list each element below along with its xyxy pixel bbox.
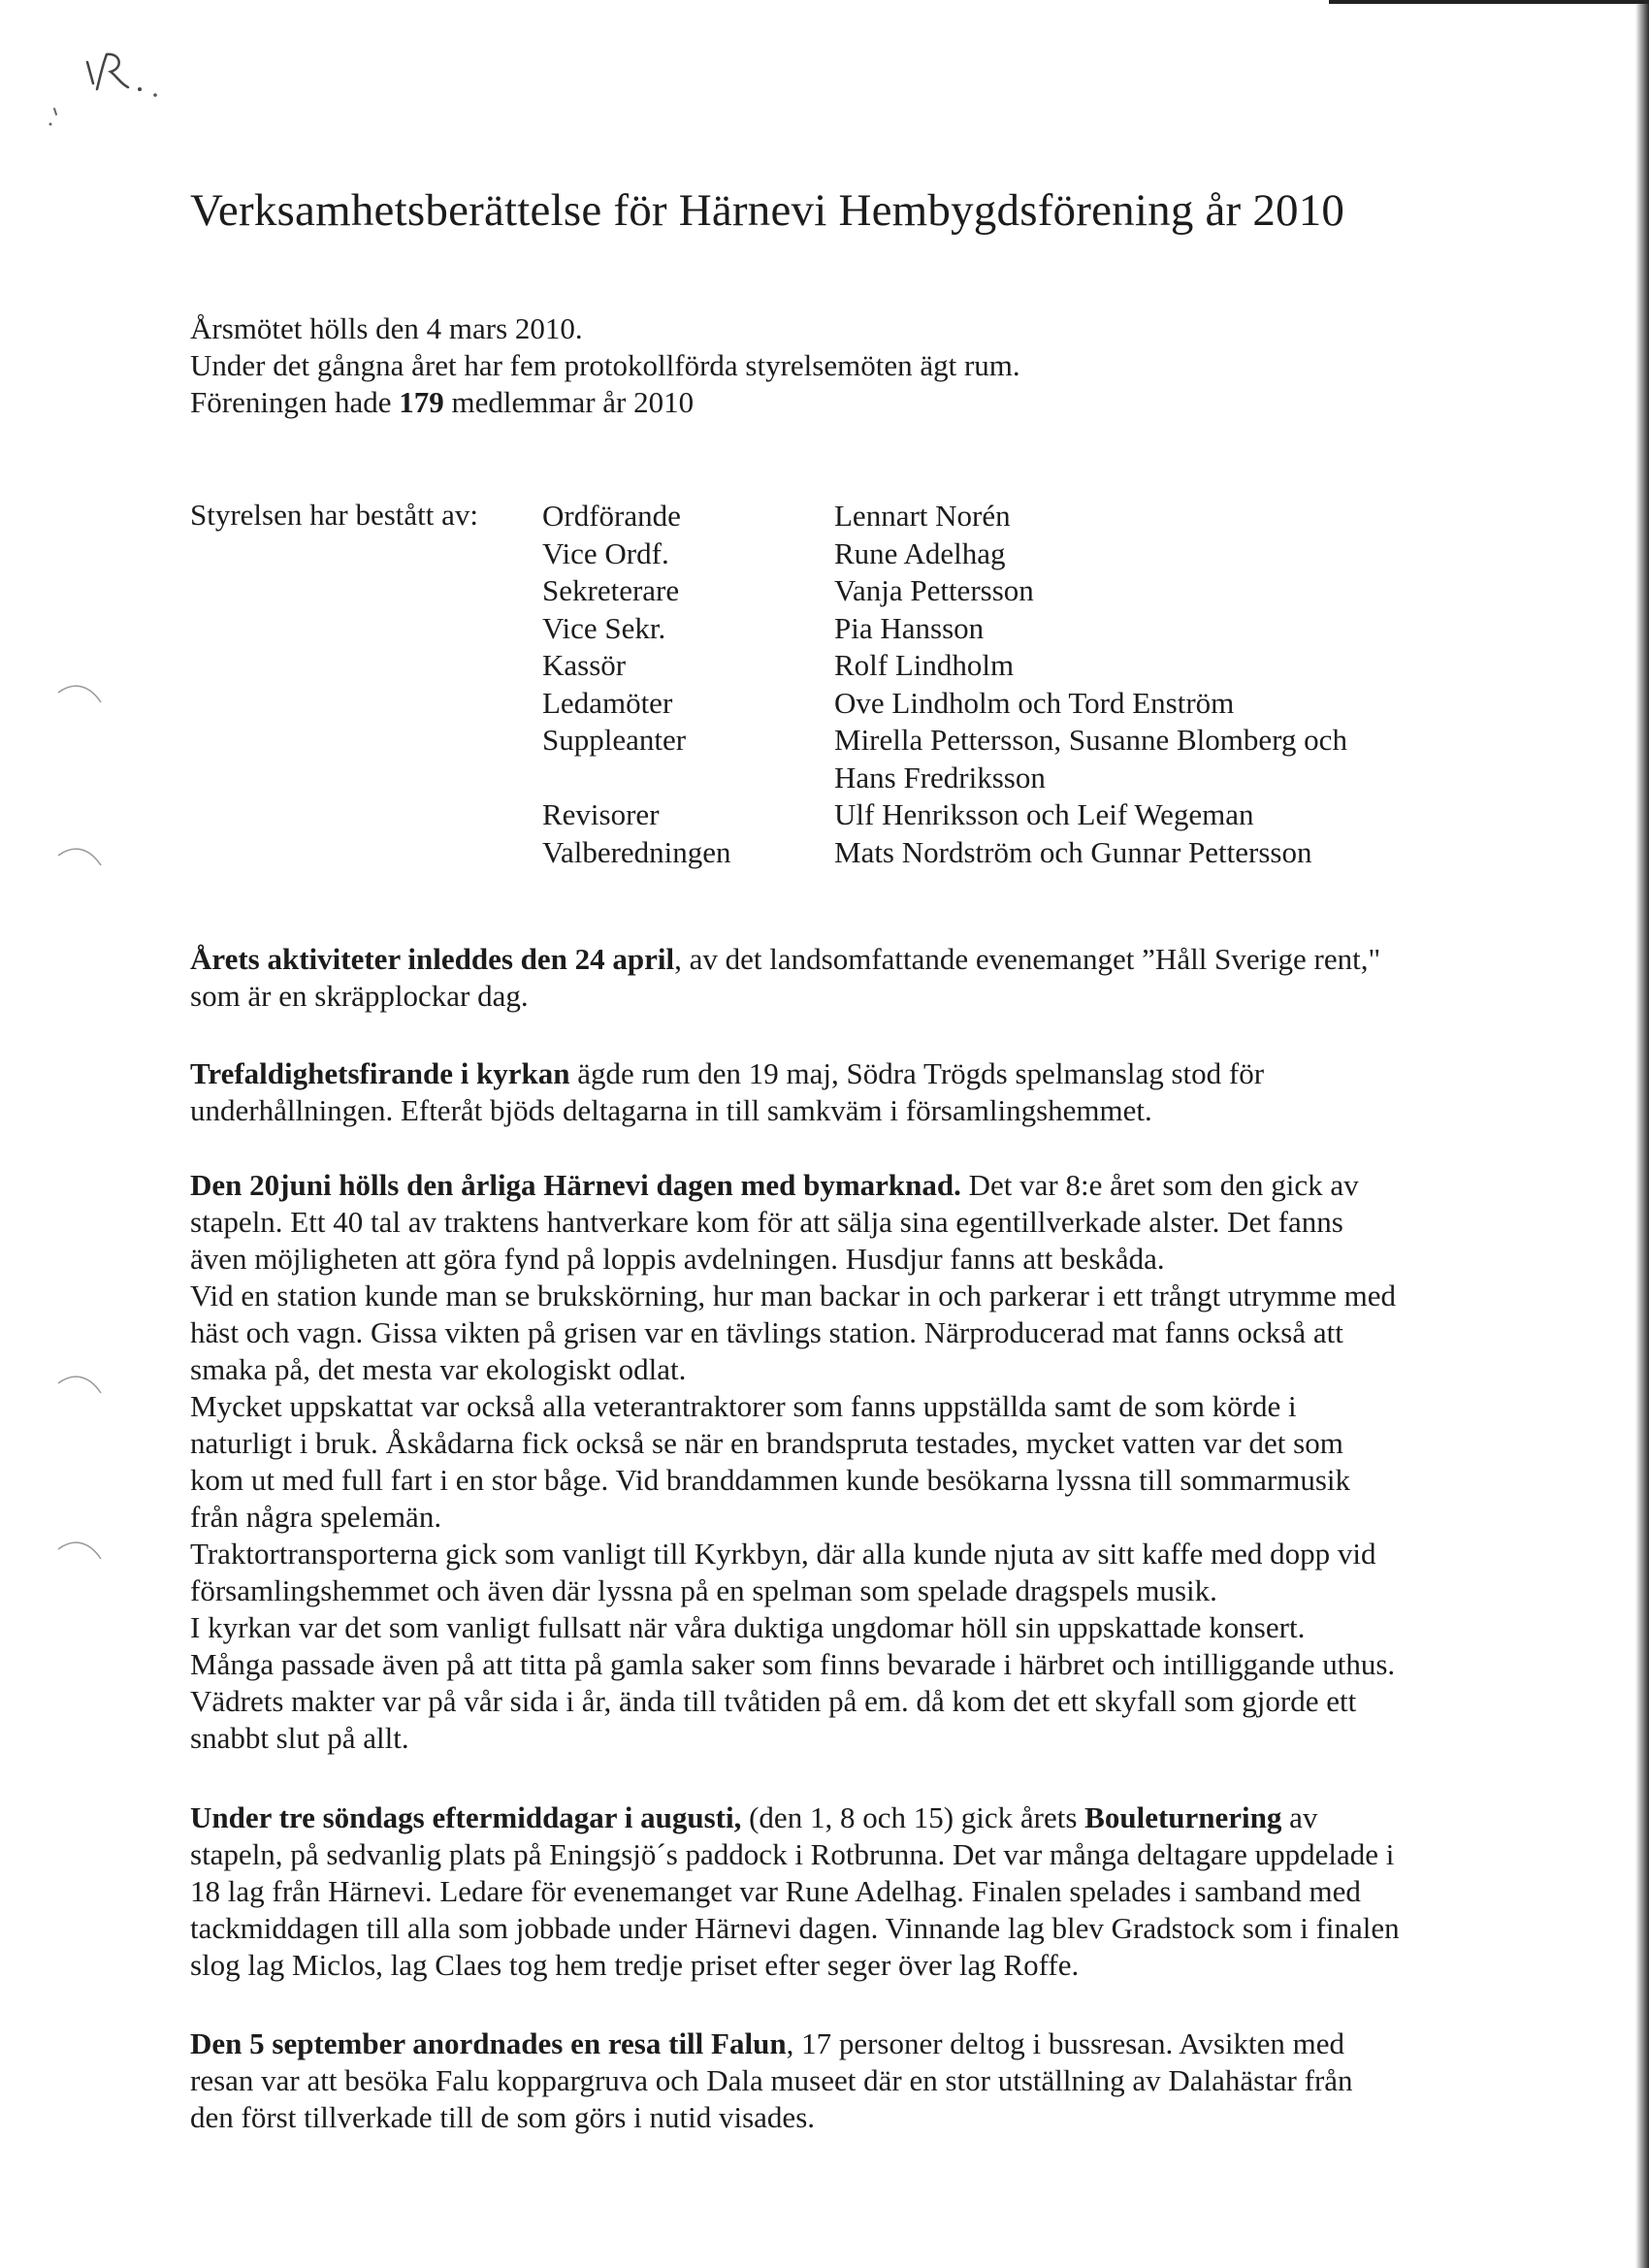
scan-edge-shadow bbox=[1635, 0, 1649, 2268]
margin-punch-mark bbox=[56, 1370, 105, 1399]
paragraph-line: tackmiddagen till alla som jobbade under Härnevi dagen. Vinnande lag blev Gradstock som i finalen bbox=[190, 1911, 1400, 1945]
paragraph-line: Vid en station kunde man se brukskörning, hur man backar in och parkerar i ett trångt utrymme med bbox=[190, 1279, 1396, 1312]
paragraph-line: naturligt i bruk. Åskådarna fick också se när en brandspruta testades, mycket vatten var det som bbox=[190, 1426, 1343, 1460]
paragraph-line: I kyrkan var det som vanligt fullsatt när våra duktiga ungdomar höll sin uppskattade konsert. bbox=[190, 1610, 1306, 1644]
board-role: Vice Ordf. bbox=[542, 535, 669, 570]
board-role: Ordförande bbox=[542, 499, 681, 533]
paragraph-line: resan var att besöka Falu koppargruva och Dala museet där en stor utställning av Dalahästar från bbox=[190, 2063, 1353, 2097]
board-names: Ulf Henriksson och Leif Wegeman bbox=[834, 797, 1254, 831]
paragraph-line: 18 lag från Härnevi. Ledare för evenemanget var Rune Adelhag. Finalen spelades i samband med bbox=[190, 1874, 1361, 1908]
scan-top-line bbox=[1329, 0, 1649, 4]
margin-punch-mark bbox=[56, 679, 105, 708]
paragraph-line: smaka på, det mesta var ekologiskt odlat. bbox=[190, 1352, 687, 1386]
paragraph-harnevi-day bbox=[190, 1167, 1396, 1757]
board-names: Vanja Pettersson bbox=[834, 573, 1034, 607]
handwritten-page-mark bbox=[47, 35, 173, 127]
intro-line-meeting: Årsmötet hölls den 4 mars 2010. bbox=[190, 311, 583, 345]
board-names: Rolf Lindholm bbox=[834, 648, 1015, 682]
paragraph-trinity bbox=[190, 1055, 1264, 1129]
paragraph-line: Under tre söndags eftermiddagar i augusti, (den 1, 8 och 15) gick årets Bouleturnering av bbox=[190, 1800, 1318, 1834]
member-count: 179 bbox=[399, 385, 444, 419]
document-title: Verksamhetsberättelse för Härnevi Hembygdsförening år 2010 bbox=[190, 185, 1345, 236]
intro-line-board-meetings: Under det gångna året har fem protokollförda styrelsemöten ägt rum. bbox=[190, 348, 1020, 382]
board-names: Mats Nordström och Gunnar Pettersson bbox=[834, 834, 1312, 869]
board-row bbox=[542, 647, 1347, 685]
intro-line-members: Föreningen hade 179 medlemmar år 2010 bbox=[190, 385, 695, 419]
board-role: Suppleanter bbox=[542, 723, 687, 757]
paragraph-line: den först tillverkade till de som görs i nutid visades. bbox=[190, 2100, 816, 2134]
board-names: Ove Lindholm och Tord Enström bbox=[834, 685, 1235, 720]
paragraph-falun-trip bbox=[190, 2025, 1353, 2136]
paragraph-line: som är en skräpplockar dag. bbox=[190, 979, 529, 1013]
paragraph-line: kom ut med full fart i en stor båge. Vid branddammen kunde besökarna lyssna till sommarmusik bbox=[190, 1463, 1350, 1497]
board-role: Ledamöter bbox=[542, 685, 673, 720]
board-label: Styrelsen har bestått av: bbox=[190, 498, 478, 532]
paragraph-line: Den 20juni hölls den årliga Härnevi dagen med bymarknad. Det var 8:e året som den gick av bbox=[190, 1168, 1359, 1202]
board-row bbox=[542, 610, 1347, 648]
board-role: Vice Sekr. bbox=[542, 610, 666, 645]
paragraph-line: snabbt slut på allt. bbox=[190, 1721, 409, 1755]
board-row bbox=[542, 685, 1347, 723]
paragraph-line: häst och vagn. Gissa vikten på grisen var en tävlings station. Närproducerad mat fanns också att bbox=[190, 1315, 1343, 1349]
board-role: Valberedningen bbox=[542, 834, 731, 869]
board-row bbox=[542, 834, 1347, 872]
paragraph-cleanup-day bbox=[190, 941, 1380, 1015]
board-row bbox=[542, 535, 1347, 573]
paragraph-line: stapeln, på sedvanlig plats på Eningsjö´s paddock i Rotbrunna. Det var många deltagare uppdelade i bbox=[190, 1837, 1395, 1871]
paragraph-line: även möjligheten att göra fynd på loppis avdelningen. Husdjur fanns att beskåda. bbox=[190, 1242, 1165, 1276]
paragraph-line: stapeln. Ett 40 tal av traktens hantverkare kom för att sälja sina egentillverkade alster. Det fanns bbox=[190, 1205, 1343, 1239]
paragraph-line: Den 5 september anordnades en resa till Falun, 17 personer deltog i bussresan. Avsikten med bbox=[190, 2026, 1344, 2060]
board-row bbox=[542, 498, 1347, 535]
board-names: Mirella Pettersson, Susanne Blomberg och Hans Fredriksson bbox=[834, 723, 1347, 794]
board-names: Rune Adelhag bbox=[834, 535, 1006, 570]
board-row bbox=[542, 796, 1347, 834]
board-role: Revisorer bbox=[542, 797, 660, 831]
board-list bbox=[542, 498, 1347, 871]
paragraph-line: från några spelemän. bbox=[190, 1500, 442, 1534]
margin-punch-mark bbox=[56, 842, 105, 871]
board-role: Sekreterare bbox=[542, 573, 680, 607]
paragraph-line: Trefaldighetsfirande i kyrkan ägde rum den 19 maj, Södra Trögds spelmanslag stod för bbox=[190, 1056, 1265, 1090]
paragraph-line: Årets aktiviteter inleddes den 24 april, av det landsomfattande evenemanget ”Håll Sverige rent," bbox=[190, 942, 1381, 976]
paragraph-line: slog lag Miclos, lag Claes tog hem tredje priset efter seger över lag Roffe. bbox=[190, 1948, 1080, 1982]
margin-punch-mark bbox=[56, 1536, 105, 1565]
board-names: Pia Hansson bbox=[834, 610, 985, 645]
paragraph-line: Vädrets makter var på vår sida i år, ända till tvåtiden på em. då kom det ett skyfall som gjorde ett bbox=[190, 1684, 1357, 1718]
paragraph-line: underhållningen. Efteråt bjöds deltagarna in till samkväm i församlingshemmet. bbox=[190, 1093, 1152, 1127]
paragraph-line: församlingshemmet och även där lyssna på en spelman som spelade dragspels musik. bbox=[190, 1573, 1217, 1607]
board-names: Lennart Norén bbox=[834, 499, 1011, 533]
board-role: Kassör bbox=[542, 648, 627, 682]
paragraph-boule bbox=[190, 1799, 1400, 1984]
intro-block bbox=[190, 310, 1020, 421]
paragraph-line: Mycket uppskattat var också alla veterantraktorer som fanns uppställda samt de som körde i bbox=[190, 1389, 1297, 1423]
paragraph-line: Många passade även på att titta på gamla saker som finns bevarade i härbret och intilliggande uthus. bbox=[190, 1647, 1396, 1681]
board-row bbox=[542, 572, 1347, 610]
board-row bbox=[542, 722, 1347, 796]
paragraph-line: Traktortransporterna gick som vanligt till Kyrkbyn, där alla kunde njuta av sitt kaffe med dopp vid bbox=[190, 1537, 1376, 1571]
